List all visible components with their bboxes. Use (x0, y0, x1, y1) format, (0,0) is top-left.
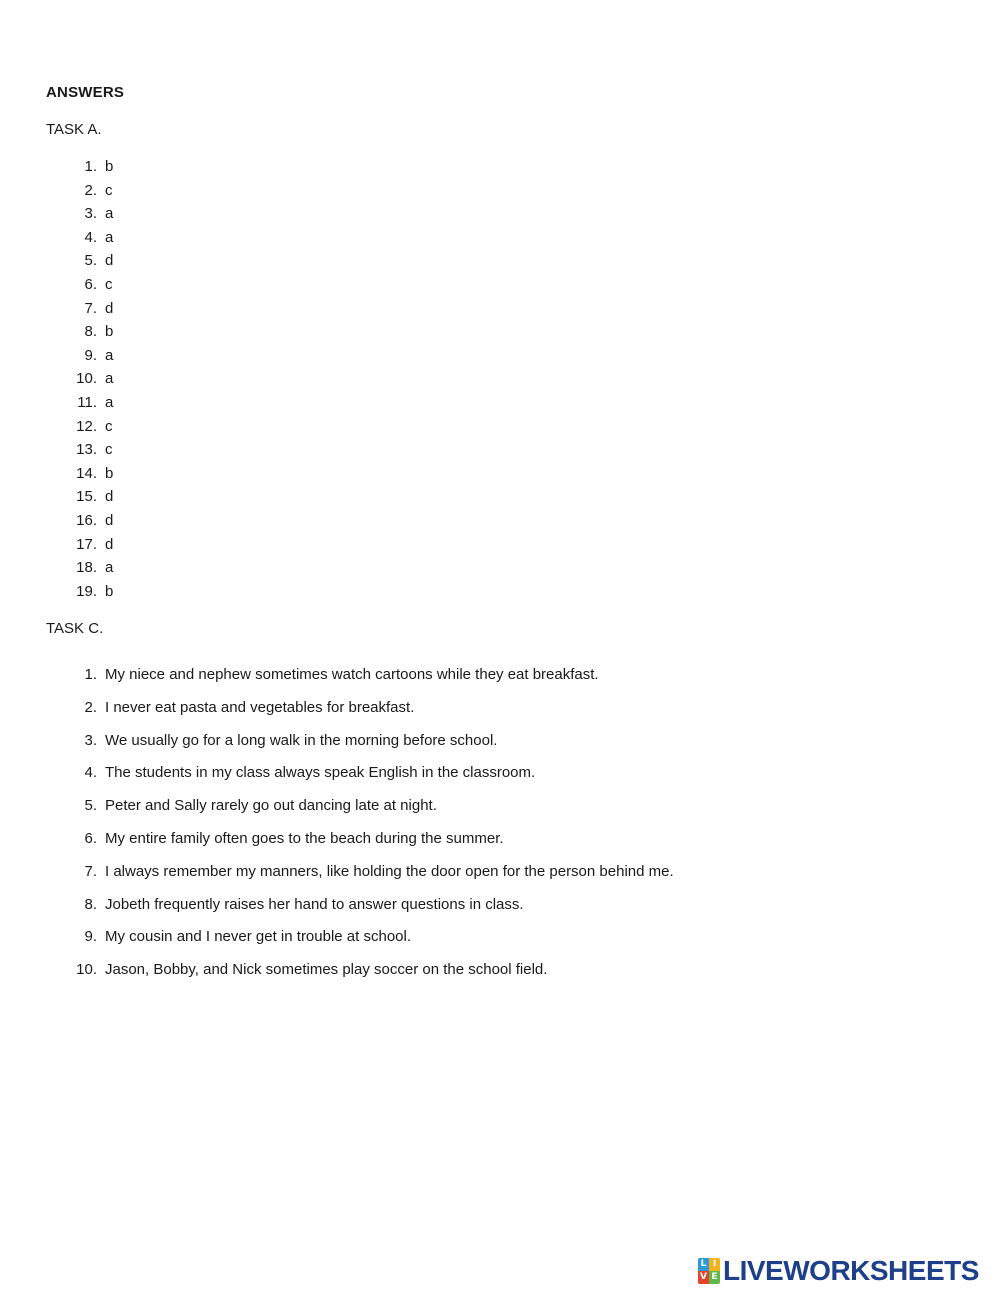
item-number: 6. (84, 829, 97, 847)
item-number: 13. (76, 441, 97, 459)
item-text: d (105, 299, 114, 317)
item-text: Jason, Bobby, and Nick sometimes play soccer on the school field. (105, 961, 548, 979)
item-text: c (105, 275, 113, 293)
item-text: d (105, 511, 114, 529)
logo-mark-letter: E (709, 1271, 720, 1284)
item-text: My cousin and I never get in trouble at school. (105, 928, 412, 946)
item-number: 5. (84, 252, 97, 270)
item-number: 7. (84, 299, 97, 317)
item-number: 2. (84, 181, 97, 199)
item-text: d (105, 535, 114, 553)
item-text: a (105, 346, 114, 364)
item-number: 10. (76, 370, 97, 388)
item-number: 15. (76, 488, 97, 506)
item-text: c (105, 441, 113, 459)
item-text: b (105, 582, 114, 600)
item-text: b (105, 464, 114, 482)
item-number: 2. (84, 698, 97, 716)
item-number: 11. (77, 393, 97, 411)
item-text: a (105, 559, 114, 577)
item-text: We usually go for a long walk in the morning before school. (105, 731, 498, 749)
item-text: I never eat pasta and vegetables for breakfast. (105, 698, 415, 716)
logo-text: LIVEWORKSHEETS (723, 1255, 979, 1286)
page-title: ANSWERS (46, 84, 125, 101)
item-number: 4. (84, 764, 97, 782)
item-number: 10. (76, 961, 97, 979)
item-text: b (105, 158, 114, 175)
item-text: c (105, 417, 113, 435)
item-number: 9. (84, 346, 97, 364)
item-text: The students in my class always speak English in the classroom. (105, 764, 536, 782)
item-number: 8. (84, 323, 97, 341)
item-text: a (105, 228, 114, 246)
logo-mark-letter: I (709, 1258, 720, 1271)
item-number: 18. (76, 559, 97, 577)
item-text: Peter and Sally rarely go out dancing late at night. (105, 797, 437, 815)
item-text: My entire family often goes to the beach during the summer. (105, 829, 504, 847)
item-text: Jobeth frequently raises her hand to answer questions in class. (105, 895, 524, 913)
item-text: a (105, 370, 114, 388)
item-text: a (105, 393, 114, 411)
item-number: 7. (84, 862, 97, 880)
item-number: 3. (84, 205, 97, 223)
item-number: 3. (84, 731, 97, 749)
item-number: 4. (84, 228, 97, 246)
item-text: c (105, 181, 113, 199)
item-number: 5. (84, 797, 97, 815)
item-text: a (105, 205, 114, 223)
item-number: 16. (76, 511, 97, 529)
item-text: d (105, 488, 114, 506)
item-text: I always remember my manners, like holding the door open for the person behind me. (105, 862, 674, 880)
item-text: b (105, 323, 114, 341)
item-text: My niece and nephew sometimes watch cartoons while they eat breakfast. (105, 666, 599, 683)
item-number: 8. (84, 895, 97, 913)
item-number: 12. (76, 417, 97, 435)
liveworksheets-logo (698, 1256, 979, 1286)
item-number: 1. (84, 666, 97, 683)
item-number: 17. (76, 535, 97, 553)
liveworksheets-logo-icon (698, 1258, 720, 1284)
item-number: 1. (84, 158, 97, 175)
logo-mark-letter: L (698, 1258, 709, 1271)
item-text: d (105, 252, 114, 270)
item-number: 19. (76, 582, 97, 600)
logo-mark-letter: V (698, 1271, 709, 1284)
item-number: 9. (84, 928, 97, 946)
item-number: 6. (84, 275, 97, 293)
task-a-label: TASK A. (46, 121, 102, 138)
task-c-label: TASK C. (46, 620, 104, 637)
item-number: 14. (76, 464, 97, 482)
